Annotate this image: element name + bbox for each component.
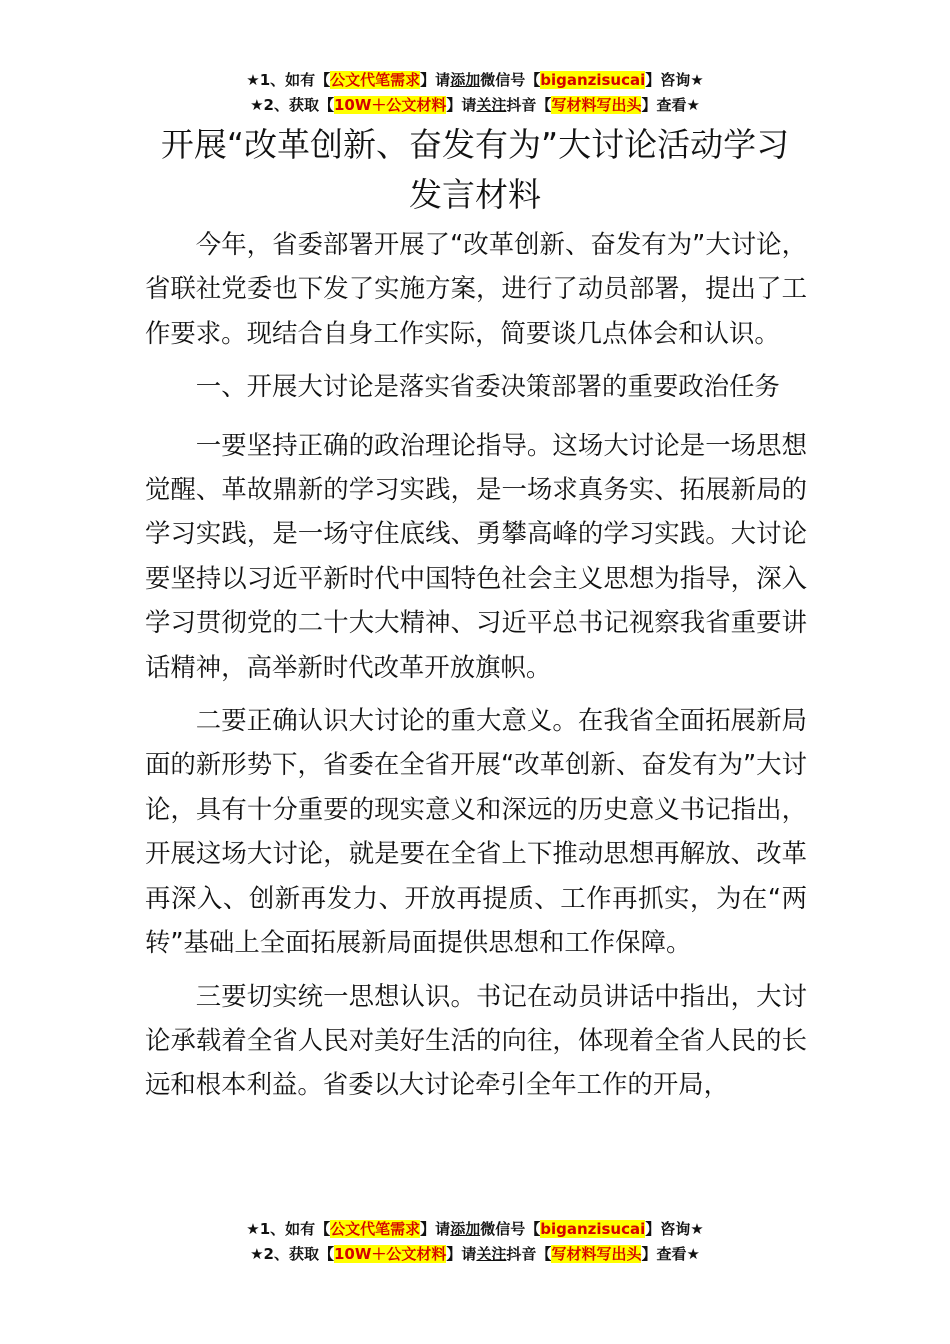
banner-line-2: ★2、获取【10W＋公文材料】请关注抖音【写材料写出头】查看★ xyxy=(250,1245,700,1263)
header-banner xyxy=(0,68,950,118)
banner-line-1: ★1、如有【公文代笔需求】请添加微信号【biganzisucai】咨询★ xyxy=(246,1220,704,1238)
highlight-materials: 10W＋公文材料 xyxy=(333,96,447,114)
highlight-wechat-id: biganzisucai xyxy=(540,71,646,89)
paragraph-point-1: 一要坚持正确的政治理论指导。这场大讨论是一场思想觉醒、革故鼎新的学习实践，是一场求真务实、拓展新局的学习实践，是一场守住底线、勇攀高峰的学习实践。大讨论要坚持以习近平新时代中国特色社会主义思想为指导，深入学习贯彻党的二十大大精神、习近平总书记视察我省重要讲话精神，高举新时代改革开放旗帜。 xyxy=(145,429,807,682)
highlight-douyin: 写材料写出头 xyxy=(551,1245,642,1263)
paragraph-intro: 今年，省委部署开展了“改革创新、奋发有为”大讨论，省联社党委也下发了实施方案，进行了动员部署，提出了工作要求。现结合自身工作实际，简要谈几点体会和认识。 xyxy=(145,229,807,348)
paragraph-point-3: 三要切实统一思想认识。书记在动员讲话中指出，大讨论承载着全省人民对美好生活的向往，体现着全省人民的长远和根本利益。省委以大讨论牵引全年工作的开局， xyxy=(145,980,807,1100)
document-body xyxy=(145,222,807,1116)
highlight-service: 公文代笔需求 xyxy=(330,1220,421,1238)
banner-line-1: ★1、如有【公文代笔需求】请添加微信号【biganzisucai】咨询★ xyxy=(246,71,704,89)
document-title: 开展“改革创新、奋发有为”大讨论活动学习发言材料 xyxy=(160,125,790,214)
paragraph-point-2: 二要正确认识大讨论的重大意义。在我省全面拓展新局面的新形势下，省委在全省开展“改革创新、奋发有为”大讨论，具有十分重要的现实意义和深远的历史意义书记指出，开展这场大讨论，就是要在全省上下推动思想再解放、改革再深入、创新再发力、开放再提质、工作再抓实，为在“两转”基础上全面拓展新局面提供思想和工作保障。 xyxy=(145,705,807,958)
highlight-douyin: 写材料写出头 xyxy=(551,96,642,114)
banner-line-2: ★2、获取【10W＋公文材料】请关注抖音【写材料写出头】查看★ xyxy=(250,96,700,114)
highlight-materials: 10W＋公文材料 xyxy=(333,1245,447,1263)
highlight-service: 公文代笔需求 xyxy=(330,71,421,89)
section-heading: 一、开展大讨论是落实省委决策部署的重要政治任务 xyxy=(195,371,780,402)
highlight-wechat-id: biganzisucai xyxy=(540,1220,646,1238)
footer-banner xyxy=(0,1217,950,1267)
